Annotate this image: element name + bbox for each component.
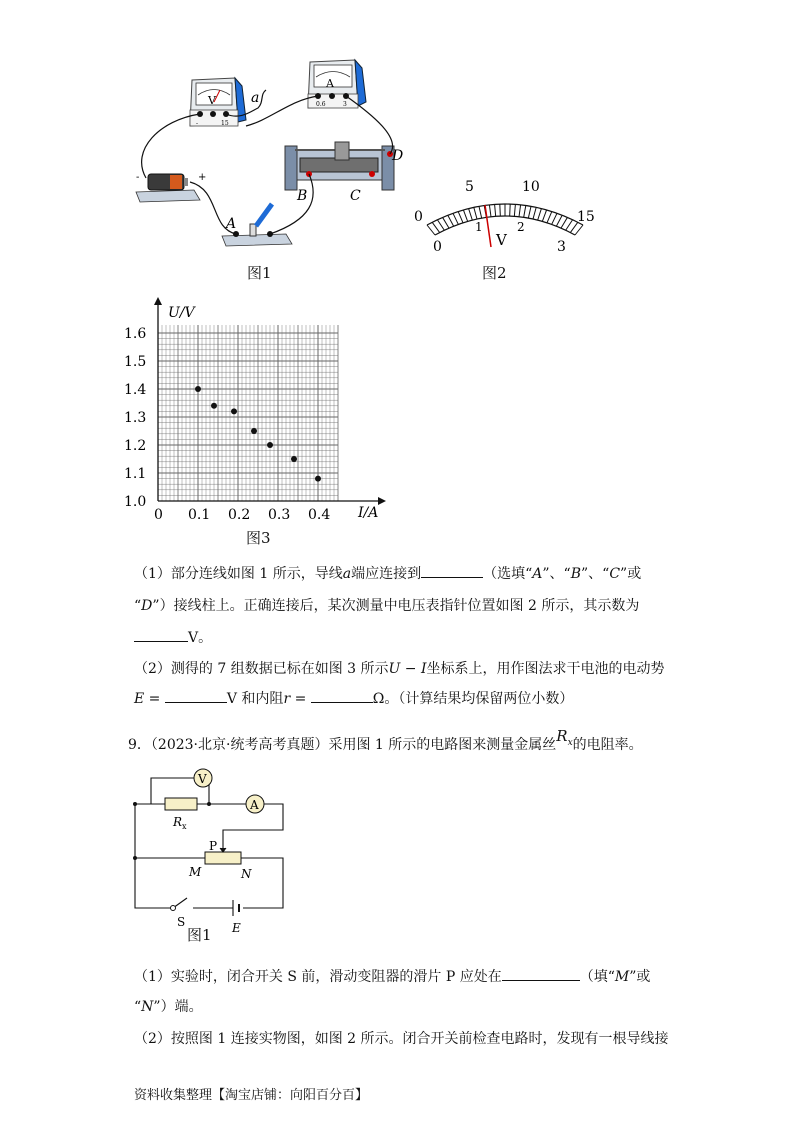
scale-tick — [538, 209, 542, 221]
resistor-rx — [165, 798, 197, 810]
scale-lower-2: 2 — [517, 220, 525, 234]
scale-tick — [561, 217, 567, 228]
scale-lower-1: 1 — [475, 220, 483, 234]
figure1-apparatus — [120, 50, 420, 250]
battery-minus: - — [136, 172, 140, 183]
answer-blank-resistance[interactable] — [311, 688, 373, 703]
scale-upper-5: 5 — [465, 179, 474, 195]
voltmeter-terminal-minus: - — [196, 120, 199, 127]
y-tick-label: 1.4 — [124, 382, 147, 398]
data-point — [195, 386, 201, 392]
data-point — [211, 403, 217, 409]
circuit-P: P — [209, 839, 218, 853]
scale-tick — [514, 204, 515, 216]
scale-tick — [566, 220, 573, 230]
figure3-caption: 图3 — [246, 529, 271, 547]
q9-part1-line1: （1）实验时，闭合开关 S 前，滑动变阻器的滑片 P 应处在 （填“M”或 — [134, 966, 650, 988]
circuit-E: E — [232, 921, 241, 935]
scale-tick — [448, 215, 454, 226]
q9-circuit — [125, 760, 295, 940]
terminal-label-a: a — [251, 90, 260, 106]
axis-lines — [158, 301, 378, 501]
y-axis-label: U/V — [168, 305, 195, 321]
scale-upper-10: 10 — [522, 179, 540, 195]
scale-tick — [427, 225, 435, 235]
scale-tick — [463, 210, 467, 221]
answer-blank-voltage[interactable] — [134, 627, 188, 642]
answer-blank-slider[interactable] — [502, 966, 580, 981]
circuit-Rx-sub: x — [182, 822, 187, 831]
scale-tick — [510, 204, 511, 216]
junction-dot — [207, 802, 211, 806]
circuit-S: S — [177, 915, 186, 929]
scale-tick — [479, 206, 482, 218]
voltmeter-terminal-15: 15 — [221, 120, 229, 127]
ammeter-terminal-3: 3 — [343, 101, 347, 108]
circuit-M: M — [189, 865, 202, 879]
q8-part2-line2: E = V 和内阻r = Ω。（计算结果均保留两位小数） — [134, 688, 573, 710]
figure1-caption: 图1 — [247, 264, 272, 282]
y-axis-arrow — [154, 297, 162, 305]
q8-part2-line1: （2）测得的 7 组数据已标在如图 3 所示U − I坐标系上，用作图法求干电池的电动势 — [134, 661, 665, 677]
data-point — [231, 408, 237, 414]
answer-blank-emf[interactable] — [165, 688, 227, 703]
q9-stem: 9．（2023·北京·统考高考真题）采用图 1 所示的电路图来测量金属丝$R^x$的电阻率。 — [128, 727, 643, 753]
q9-part1-line2: “N”）端。 — [134, 999, 203, 1015]
scale-tick — [443, 217, 449, 228]
scale-tick — [542, 210, 546, 221]
scale-tick — [432, 222, 439, 232]
footer-source: 资料收集整理【淘宝店铺：向阳百分百】 — [134, 1088, 369, 1103]
answer-blank-terminal[interactable] — [421, 563, 483, 578]
terminal-label-B: B — [297, 188, 308, 204]
y-tick-label: 1.2 — [124, 438, 147, 454]
scale-tick — [533, 207, 536, 219]
scale-lower-3: 3 — [557, 239, 566, 255]
junction-dot — [133, 856, 137, 860]
rheostat — [285, 142, 394, 190]
x-axis-label: I/A — [358, 505, 379, 521]
data-point — [251, 428, 257, 434]
x-tick-label: 0.1 — [188, 507, 211, 523]
scale-tick — [495, 204, 496, 216]
q8-part1-line2: “D”）接线柱上。正确连接后，某次测量中电压表指针位置如图 2 所示，其示数为 — [134, 598, 640, 614]
scale-tick — [489, 205, 491, 217]
terminal-label-A: A — [226, 216, 237, 232]
scale-upper-0: 0 — [414, 209, 423, 225]
x-axis-arrow — [378, 497, 386, 505]
junction-dot — [133, 802, 137, 806]
scale-lower-0: 0 — [433, 239, 442, 255]
ammeter-terminal-06: 0.6 — [316, 101, 326, 108]
var-a: a — [342, 566, 352, 582]
q8-part1-line1: （1）部分连线如图 1 所示，导线a端应连接到 （选填“A”、“B”、“C”或 — [134, 563, 641, 585]
y-tick-label: 1.0 — [124, 494, 147, 510]
x-tick-label: 0.4 — [308, 507, 331, 523]
scale-tick — [524, 205, 526, 217]
scale-tick — [453, 213, 458, 224]
terminal-label-C: C — [350, 188, 361, 204]
rheostat-resistor — [205, 852, 241, 864]
x-tick-label: 0.2 — [228, 507, 251, 523]
figure2-caption: 图2 — [482, 264, 507, 282]
y-tick-label: 1.5 — [124, 354, 147, 370]
scale-tick — [519, 205, 521, 217]
voltmeter — [190, 78, 246, 126]
scale-tick — [474, 207, 477, 219]
circuit-A: A — [250, 798, 259, 812]
q8-part1-line3: V。 — [134, 627, 212, 649]
figure2-scale — [405, 175, 605, 255]
scale-upper-15: 15 — [577, 209, 595, 225]
circuit-V: V — [198, 772, 207, 786]
y-tick-label: 1.3 — [124, 410, 147, 426]
q9-part2-line1: （2）按照图 1 连接实物图，如图 2 所示。闭合开关前检查电路时，发现有一根导线接 — [134, 1031, 669, 1047]
data-point — [315, 476, 321, 482]
terminal-label-D: D — [392, 148, 404, 164]
ammeter-symbol: A — [326, 77, 334, 90]
circuit-N: N — [241, 867, 252, 881]
switch-contact — [171, 906, 176, 911]
x-tick-label: 0 — [154, 507, 163, 523]
scale-tick — [556, 215, 562, 226]
scale-tick — [552, 213, 557, 224]
circuit-Rx: R — [173, 815, 183, 829]
y-tick-label: 1.1 — [124, 466, 147, 482]
y-tick-label: 1.6 — [124, 326, 147, 342]
scale-tick — [469, 209, 473, 221]
scale-unit: V — [496, 231, 507, 249]
data-point — [267, 442, 273, 448]
scale-tick — [575, 225, 583, 235]
q9-figure1-caption: 图1 — [187, 926, 212, 944]
scale-tick — [528, 206, 531, 218]
scale-tick — [437, 220, 444, 230]
scale-tick — [500, 204, 501, 216]
data-point — [291, 456, 297, 462]
battery-plus: + — [198, 172, 207, 183]
scale-tick — [458, 212, 463, 223]
x-tick-label: 0.3 — [268, 507, 291, 523]
voltmeter-symbol: V — [208, 94, 216, 107]
scale-tick — [547, 212, 552, 223]
figure3-chart — [120, 295, 400, 525]
